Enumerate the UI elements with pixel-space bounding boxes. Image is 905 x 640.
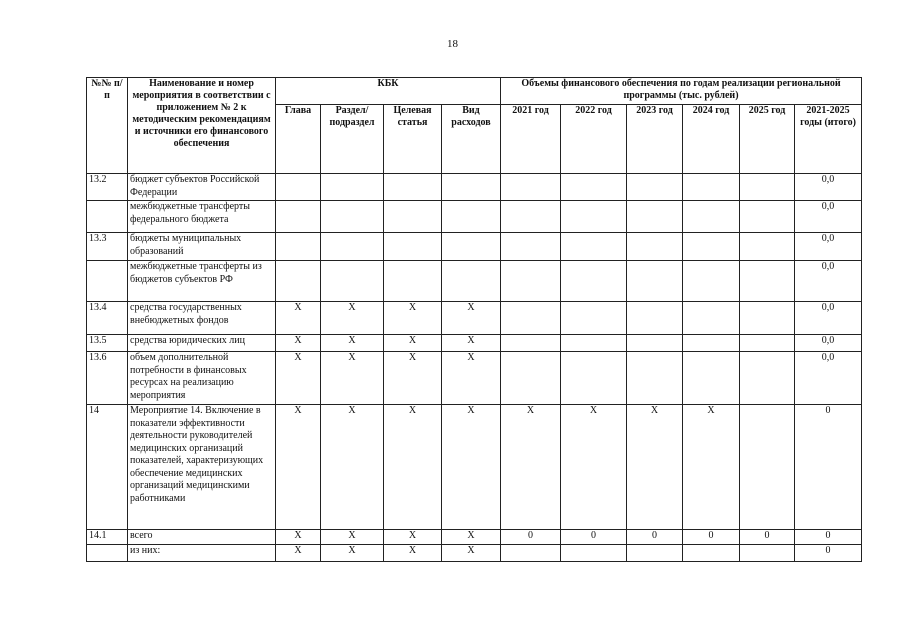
cell-name: из них: — [128, 545, 276, 562]
cell-glava: X — [276, 352, 321, 405]
cell-name: межбюджетные трансферты федерального бюджета — [128, 201, 276, 233]
header-total: 2021-2025 годы (итого) — [795, 105, 862, 174]
cell-y2023 — [627, 201, 683, 233]
header-razdel: Раздел/ подраздел — [321, 105, 384, 174]
cell-glava: X — [276, 545, 321, 562]
cell-razdel — [321, 174, 384, 201]
cell-vid: X — [442, 545, 501, 562]
table-row — [87, 233, 862, 261]
cell-vid — [442, 233, 501, 261]
cell-total: 0,0 — [795, 261, 862, 302]
header-name: Наименование и номер мероприятия в соответствии с приложением № 2 к методическим рекомендациям и источники его финансового обеспечения — [128, 78, 276, 174]
header-tselevaya: Целевая статья — [384, 105, 442, 174]
cell-y2024 — [683, 233, 740, 261]
cell-y2024: X — [683, 405, 740, 530]
cell-total: 0,0 — [795, 352, 862, 405]
cell-y2024 — [683, 545, 740, 562]
cell-y2022 — [561, 261, 627, 302]
cell-vid — [442, 174, 501, 201]
cell-tselevaya: X — [384, 405, 442, 530]
cell-y2021 — [501, 261, 561, 302]
cell-num: 13.5 — [87, 335, 128, 352]
cell-num: 14.1 — [87, 530, 128, 545]
table-row — [87, 335, 862, 352]
cell-tselevaya: X — [384, 302, 442, 335]
cell-total: 0,0 — [795, 302, 862, 335]
cell-y2021: 0 — [501, 530, 561, 545]
cell-y2023 — [627, 352, 683, 405]
cell-razdel: X — [321, 302, 384, 335]
cell-tselevaya — [384, 261, 442, 302]
cell-razdel: X — [321, 530, 384, 545]
cell-tselevaya: X — [384, 530, 442, 545]
cell-glava: X — [276, 335, 321, 352]
cell-y2021: X — [501, 405, 561, 530]
header-volumes: Объемы финансового обеспечения по годам реализации региональной программы (тыс. рублей) — [501, 78, 862, 105]
cell-name: бюджет субъектов Российской Федерации — [128, 174, 276, 201]
header-vid: Вид расходов — [442, 105, 501, 174]
header-2025: 2025 год — [740, 105, 795, 174]
cell-y2021 — [501, 201, 561, 233]
cell-y2024: 0 — [683, 530, 740, 545]
table-row — [87, 201, 862, 233]
cell-razdel: X — [321, 545, 384, 562]
header-kbk: КБК — [276, 78, 501, 105]
cell-total: 0,0 — [795, 174, 862, 201]
cell-glava — [276, 174, 321, 201]
header-2021: 2021 год — [501, 105, 561, 174]
cell-name: Мероприятие 14. Включение в показатели эффективности деятельности руководителей медицинских организаций показателей, характеризующих обеспечение медицинских организаций медицинскими работниками — [128, 405, 276, 530]
cell-glava: X — [276, 302, 321, 335]
cell-glava — [276, 201, 321, 233]
cell-razdel — [321, 261, 384, 302]
cell-y2022 — [561, 335, 627, 352]
cell-vid: X — [442, 352, 501, 405]
cell-y2022: 0 — [561, 530, 627, 545]
cell-y2023 — [627, 174, 683, 201]
cell-tselevaya — [384, 174, 442, 201]
cell-vid — [442, 201, 501, 233]
cell-y2023 — [627, 335, 683, 352]
cell-num — [87, 261, 128, 302]
cell-glava — [276, 233, 321, 261]
cell-y2025: 0 — [740, 530, 795, 545]
cell-num: 13.4 — [87, 302, 128, 335]
cell-y2025 — [740, 335, 795, 352]
table-body — [87, 174, 862, 562]
cell-razdel: X — [321, 335, 384, 352]
cell-glava: X — [276, 405, 321, 530]
cell-y2025 — [740, 233, 795, 261]
header-num: №№ п/п — [87, 78, 128, 174]
table-row — [87, 302, 862, 335]
page-number: 18 — [447, 38, 458, 50]
cell-glava — [276, 261, 321, 302]
table-row — [87, 545, 862, 562]
cell-y2023 — [627, 302, 683, 335]
cell-y2023 — [627, 545, 683, 562]
cell-tselevaya — [384, 233, 442, 261]
cell-y2021 — [501, 335, 561, 352]
cell-y2024 — [683, 174, 740, 201]
table-row — [87, 530, 862, 545]
cell-tselevaya — [384, 201, 442, 233]
header-glava: Глава — [276, 105, 321, 174]
cell-total: 0,0 — [795, 335, 862, 352]
table-row — [87, 405, 862, 530]
cell-vid: X — [442, 530, 501, 545]
cell-vid: X — [442, 302, 501, 335]
cell-y2021 — [501, 174, 561, 201]
cell-name: межбюджетные трансферты из бюджетов субъектов РФ — [128, 261, 276, 302]
header-2023: 2023 год — [627, 105, 683, 174]
cell-y2022 — [561, 201, 627, 233]
cell-total: 0,0 — [795, 201, 862, 233]
cell-name: объем дополнительной потребности в финансовых ресурсах на реализацию мероприятия — [128, 352, 276, 405]
cell-y2024 — [683, 201, 740, 233]
cell-name: всего — [128, 530, 276, 545]
cell-num — [87, 201, 128, 233]
cell-y2023 — [627, 233, 683, 261]
cell-y2022: X — [561, 405, 627, 530]
cell-y2025 — [740, 545, 795, 562]
cell-y2025 — [740, 174, 795, 201]
cell-y2023: X — [627, 405, 683, 530]
cell-num — [87, 545, 128, 562]
cell-razdel — [321, 233, 384, 261]
cell-glava: X — [276, 530, 321, 545]
cell-y2022 — [561, 174, 627, 201]
cell-tselevaya: X — [384, 352, 442, 405]
cell-y2024 — [683, 335, 740, 352]
cell-y2022 — [561, 352, 627, 405]
cell-y2021 — [501, 233, 561, 261]
cell-num: 14 — [87, 405, 128, 530]
cell-y2022 — [561, 302, 627, 335]
table-row — [87, 261, 862, 302]
financing-table — [86, 77, 862, 562]
cell-vid: X — [442, 335, 501, 352]
cell-y2025 — [740, 261, 795, 302]
cell-num: 13.2 — [87, 174, 128, 201]
cell-name: бюджеты муниципальных образований — [128, 233, 276, 261]
cell-num: 13.6 — [87, 352, 128, 405]
cell-y2023: 0 — [627, 530, 683, 545]
cell-y2025 — [740, 201, 795, 233]
cell-total: 0,0 — [795, 233, 862, 261]
cell-name: средства государственных внебюджетных фондов — [128, 302, 276, 335]
cell-y2025 — [740, 302, 795, 335]
cell-y2024 — [683, 302, 740, 335]
cell-vid: X — [442, 405, 501, 530]
cell-y2025 — [740, 405, 795, 530]
cell-num: 13.3 — [87, 233, 128, 261]
header-2024: 2024 год — [683, 105, 740, 174]
cell-y2024 — [683, 261, 740, 302]
cell-total: 0 — [795, 405, 862, 530]
table-row — [87, 174, 862, 201]
cell-tselevaya: X — [384, 545, 442, 562]
cell-y2023 — [627, 261, 683, 302]
cell-y2021 — [501, 545, 561, 562]
cell-razdel: X — [321, 352, 384, 405]
cell-tselevaya: X — [384, 335, 442, 352]
cell-total: 0 — [795, 530, 862, 545]
cell-y2024 — [683, 352, 740, 405]
cell-vid — [442, 261, 501, 302]
cell-total: 0 — [795, 545, 862, 562]
cell-razdel: X — [321, 405, 384, 530]
table-row — [87, 352, 862, 405]
cell-name: средства юридических лиц — [128, 335, 276, 352]
cell-y2025 — [740, 352, 795, 405]
cell-y2021 — [501, 302, 561, 335]
cell-y2022 — [561, 545, 627, 562]
cell-y2022 — [561, 233, 627, 261]
header-2022: 2022 год — [561, 105, 627, 174]
cell-y2021 — [501, 352, 561, 405]
cell-razdel — [321, 201, 384, 233]
